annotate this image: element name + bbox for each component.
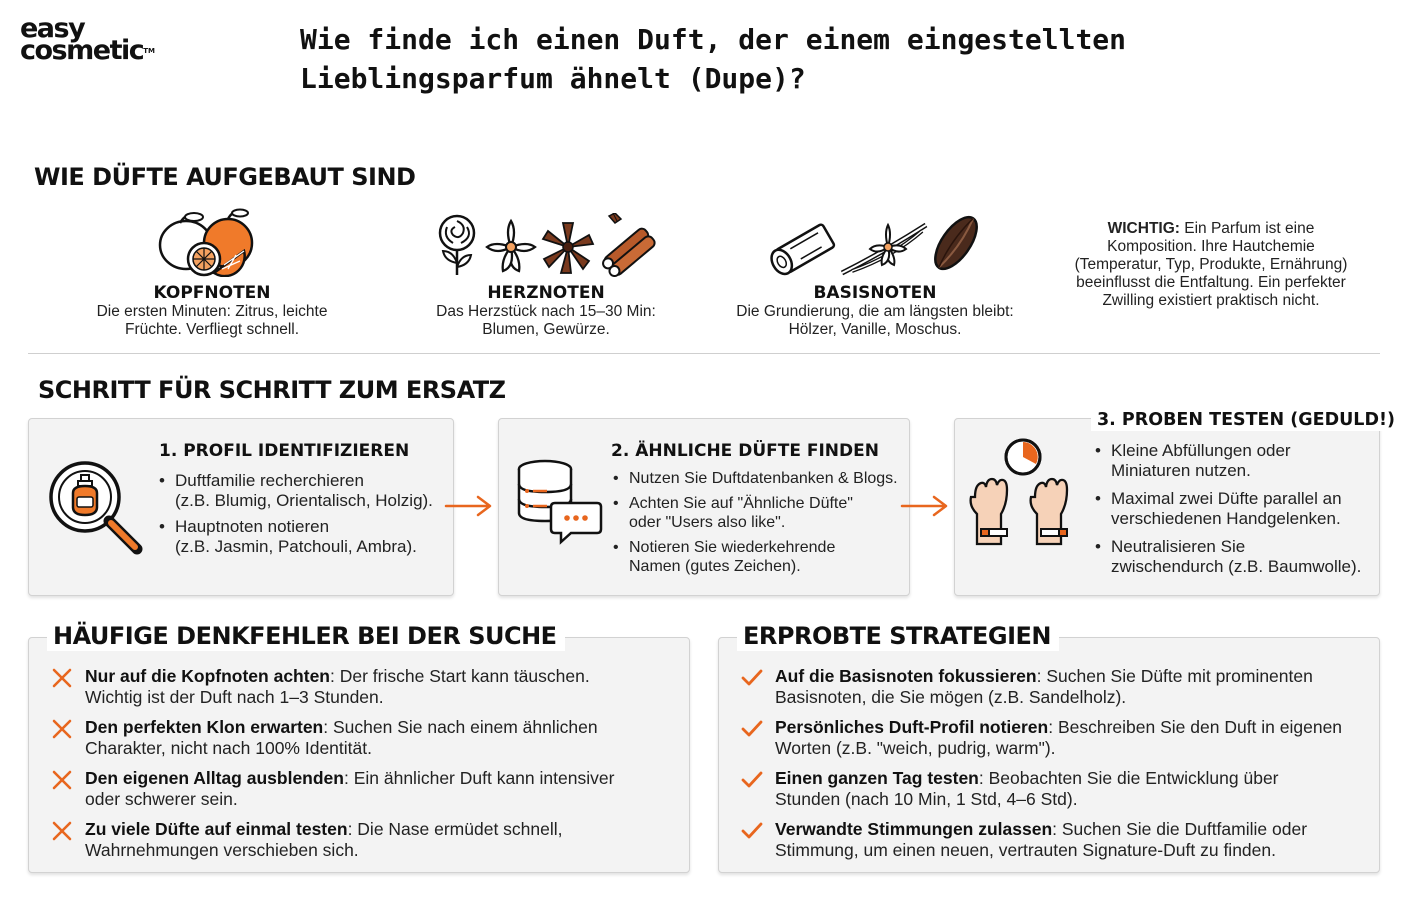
strategy-item: Verwandte Stimmungen zulassen: Suchen Sie die Duftfamilie oder Stimmung, um einen neuen, vertrauten Signature-Duft zu finden. (741, 819, 1365, 861)
check-icon (741, 719, 763, 739)
page-title (300, 20, 1200, 98)
wrists-clock-icon (967, 435, 1079, 555)
star-anise-icon (541, 217, 595, 277)
check-icon (741, 770, 763, 790)
step-bullets-2 (611, 463, 898, 576)
citrus-icon (156, 207, 268, 277)
step-title-2: 2. ÄHNLICHE DÜFTE FINDEN (611, 441, 879, 461)
top-notes-icons (74, 205, 350, 277)
step-title-3: 3. PROBEN TESTEN (GEDULD!) (1091, 409, 1401, 431)
important-line-4: beeinflusst die Entfaltung. Ein perfekter (1076, 274, 1346, 291)
step-bullets-1 (157, 465, 433, 557)
wood-log-icon (768, 213, 836, 277)
magnifier-perfume-icon (45, 457, 145, 557)
heart-notes-icons (418, 205, 674, 277)
strategy-item: Auf die Basisnoten fokussieren: Suchen Sie Düfte mit prominenten Basisnoten, die Sie mögen (z.B. Sandelholz). (741, 666, 1365, 708)
step-title-1: 1. PROFIL IDENTIFIZIEREN (159, 441, 410, 461)
important-line-2: Komposition. Ihre Hautchemie (1107, 238, 1315, 255)
check-icon (741, 821, 763, 841)
note-column-base (720, 205, 1030, 339)
note-text-top-1: Die ersten Minuten: Zitrus, leichte (96, 303, 328, 320)
step1-bullet-2: • Hauptnoten notieren (z.B. Jasmin, Patchouli, Ambra). (157, 517, 433, 557)
note-title-heart: HERZNOTEN (487, 283, 605, 303)
section-divider (28, 353, 1380, 354)
page-title-line1: Wie finde ich einen Duft, der einem eingestellten (300, 23, 1127, 56)
note-text-heart-1: Das Herzstück nach 15–30 Min: (436, 303, 656, 320)
database-chat-icon (515, 457, 605, 547)
vanilla-icon (838, 215, 928, 277)
cross-icon (51, 821, 73, 841)
step-card-3 (954, 410, 1395, 596)
step2-bullet-1: • Nutzen Sie Duftdatenbanken & Blogs. (611, 469, 898, 488)
note-text-heart-2: Blumen, Gewürze. (482, 321, 610, 338)
note-column-heart (418, 205, 674, 339)
strategies-heading: ERPROBTE STRATEGIEN (737, 621, 1059, 651)
logo-tm: TM (143, 47, 155, 55)
arrow-right-icon (444, 494, 494, 518)
cinnamon-icon (599, 213, 659, 277)
important-line-1: Ein Parfum ist eine (1179, 220, 1315, 237)
steps-heading: SCHRITT FÜR SCHRITT ZUM ERSATZ (38, 376, 506, 404)
mistakes-heading: HÄUFIGE DENKFEHLER BEI DER SUCHE (47, 621, 565, 651)
note-text-base-2: Hölzer, Vanille, Moschus. (788, 321, 962, 338)
step-bullets-3 (1093, 435, 1361, 577)
mistakes-list (51, 666, 675, 870)
tonka-bean-icon (930, 209, 982, 277)
mistake-item: Den perfekten Klon erwarten: Suchen Sie nach einem ähnlichen Charakter, nicht nach 100% Identität. (51, 717, 675, 759)
step3-bullet-3: • Neutralisieren Sie zwischendurch (z.B. Baumwolle). (1093, 537, 1361, 577)
mistake-item: Nur auf die Kopfnoten achten: Der frische Start kann täuschen. Wichtig ist der Duft nach 1–3 Stunden. (51, 666, 675, 708)
cross-icon (51, 668, 73, 688)
step-card-1 (28, 418, 454, 596)
logo-line1: easy (20, 13, 85, 44)
note-title-base: BASISNOTEN (813, 283, 937, 303)
base-notes-icons (720, 205, 1030, 277)
note-column-top (74, 205, 350, 339)
mistakes-card (28, 622, 690, 873)
logo-line2: cosmetic™ (20, 35, 155, 66)
step3-bullet-2: • Maximal zwei Düfte parallel an verschiedenen Handgelenken. (1093, 489, 1361, 529)
strategy-item: Persönliches Duft-Profil notieren: Beschreiben Sie den Duft in eigenen Worten (z.B. "weich, pudrig, warm"). (741, 717, 1365, 759)
check-icon (741, 668, 763, 688)
step2-bullet-3: • Notieren Sie wiederkehrende Namen (gutes Zeichen). (611, 538, 898, 576)
strategies-list (741, 666, 1365, 870)
brand-logo (20, 13, 155, 66)
arrow-right-icon (900, 494, 950, 518)
note-text-top-2: Früchte. Verfliegt schnell. (124, 321, 300, 338)
flower-icon (485, 217, 537, 277)
mistake-item: Den eigenen Alltag ausblenden: Ein ähnlicher Duft kann intensiver oder schwerer sein. (51, 768, 675, 810)
cross-icon (51, 719, 73, 739)
important-label: WICHTIG: (1107, 220, 1180, 237)
step2-bullet-2: • Achten Sie auf "Ähnliche Düfte" oder "Users also like". (611, 494, 898, 532)
page-title-line2: Lieblingsparfum ähnelt (Dupe)? (300, 62, 806, 95)
important-line-3: (Temperatur, Typ, Produkte, Ernährung) (1074, 256, 1348, 273)
strategies-card (718, 622, 1380, 873)
cross-icon (51, 770, 73, 790)
step1-bullet-1: • Duftfamilie recherchieren (z.B. Blumig, Orientalisch, Holzig). (157, 471, 433, 511)
step-card-2 (498, 418, 910, 596)
rose-icon (433, 213, 481, 277)
important-line-5: Zwilling existiert praktisch nicht. (1102, 292, 1320, 309)
strategy-item: Einen ganzen Tag testen: Beobachten Sie die Entwicklung über Stunden (nach 10 Min, 1 Std, 4–6 Std). (741, 768, 1365, 810)
important-note (1058, 220, 1364, 310)
mistake-item: Zu viele Düfte auf einmal testen: Die Nase ermüdet schnell, Wahrnehmungen verschieben sich. (51, 819, 675, 861)
note-title-top: KOPFNOTEN (153, 283, 271, 303)
step3-bullet-1: • Kleine Abfüllungen oder Miniaturen nutzen. (1093, 441, 1361, 481)
structure-heading: WIE DÜFTE AUFGEBAUT SIND (34, 163, 416, 191)
note-text-base-1: Die Grundierung, die am längsten bleibt: (736, 303, 1014, 320)
